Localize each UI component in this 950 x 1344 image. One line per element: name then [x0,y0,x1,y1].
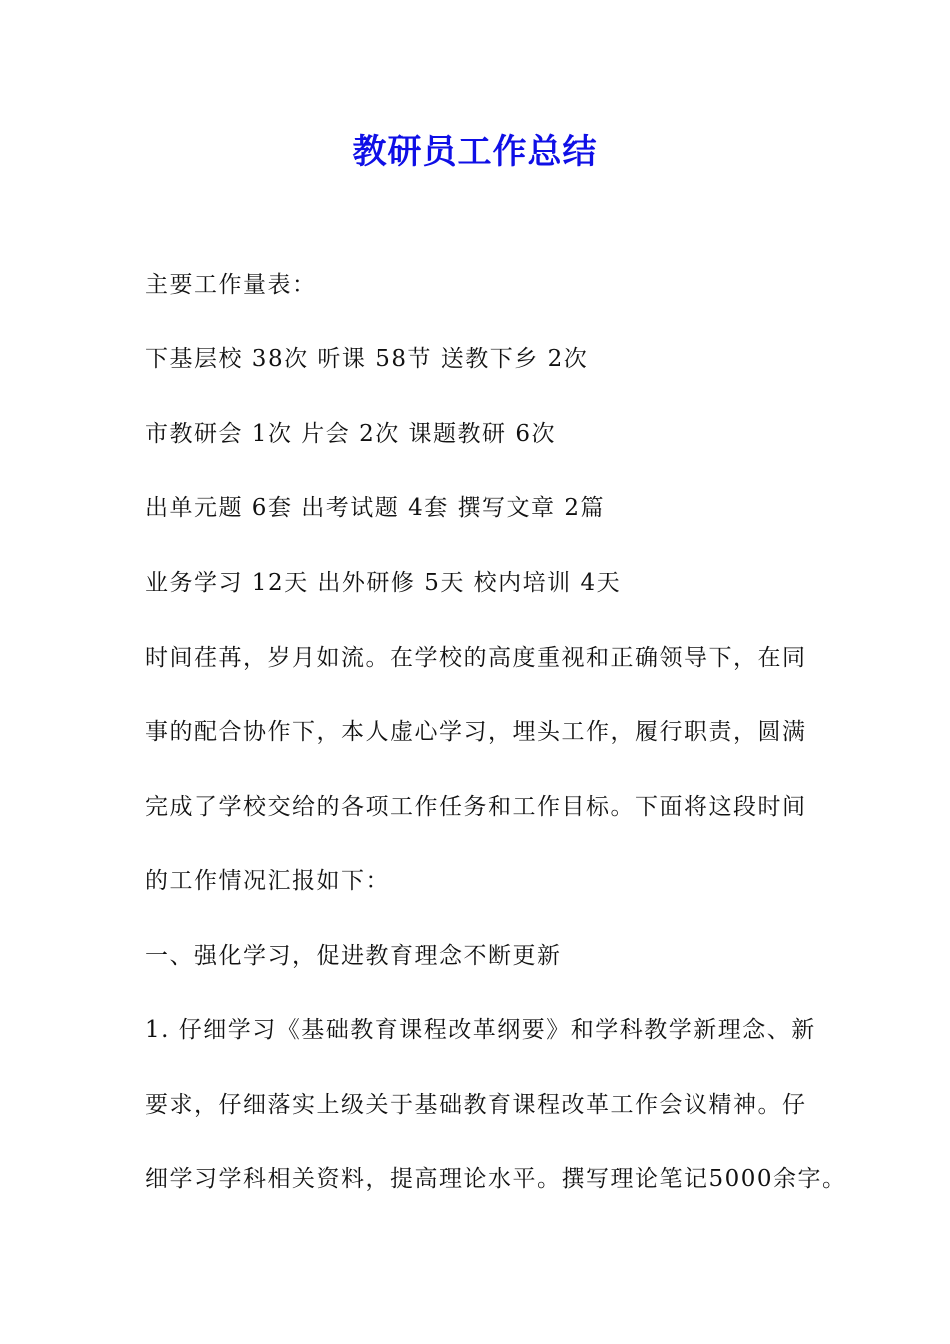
item-1-line-2: 要求，仔细落实上级关于基础教育课程改革工作会议精神。仔 [145,1092,807,1118]
workload-row-4: 业务学习 12天 出外研修 5天 校内培训 4天 [145,570,622,596]
workload-row-2: 市教研会 1次 片会 2次 课题教研 6次 [145,421,556,447]
document-title: 教研员工作总结 [352,132,598,172]
item-1-line-1: 1. 仔细学习《基础教育课程改革纲要》和学科教学新理念、新 [145,1017,816,1043]
workload-heading: 主要工作量表： [145,272,317,298]
intro-paragraph-line-1: 时间荏苒，岁月如流。在学校的高度重视和正确领导下，在同 [145,645,807,671]
workload-row-3: 出单元题 6套 出考试题 4套 撰写文章 2篇 [145,495,605,521]
section-heading-1: 一、强化学习，促进教育理念不断更新 [145,943,562,969]
intro-paragraph-line-4: 的工作情况汇报如下： [145,868,390,894]
intro-paragraph-line-3: 完成了学校交给的各项工作任务和工作目标。下面将这段时间 [145,794,807,820]
intro-paragraph-line-2: 事的配合协作下，本人虚心学习，埋头工作，履行职责，圆满 [145,719,807,745]
workload-row-1: 下基层校 38次 听课 58节 送教下乡 2次 [145,346,589,372]
item-1-line-3: 细学习学科相关资料，提高理论水平。撰写理论笔记5000余字。 [145,1166,847,1192]
